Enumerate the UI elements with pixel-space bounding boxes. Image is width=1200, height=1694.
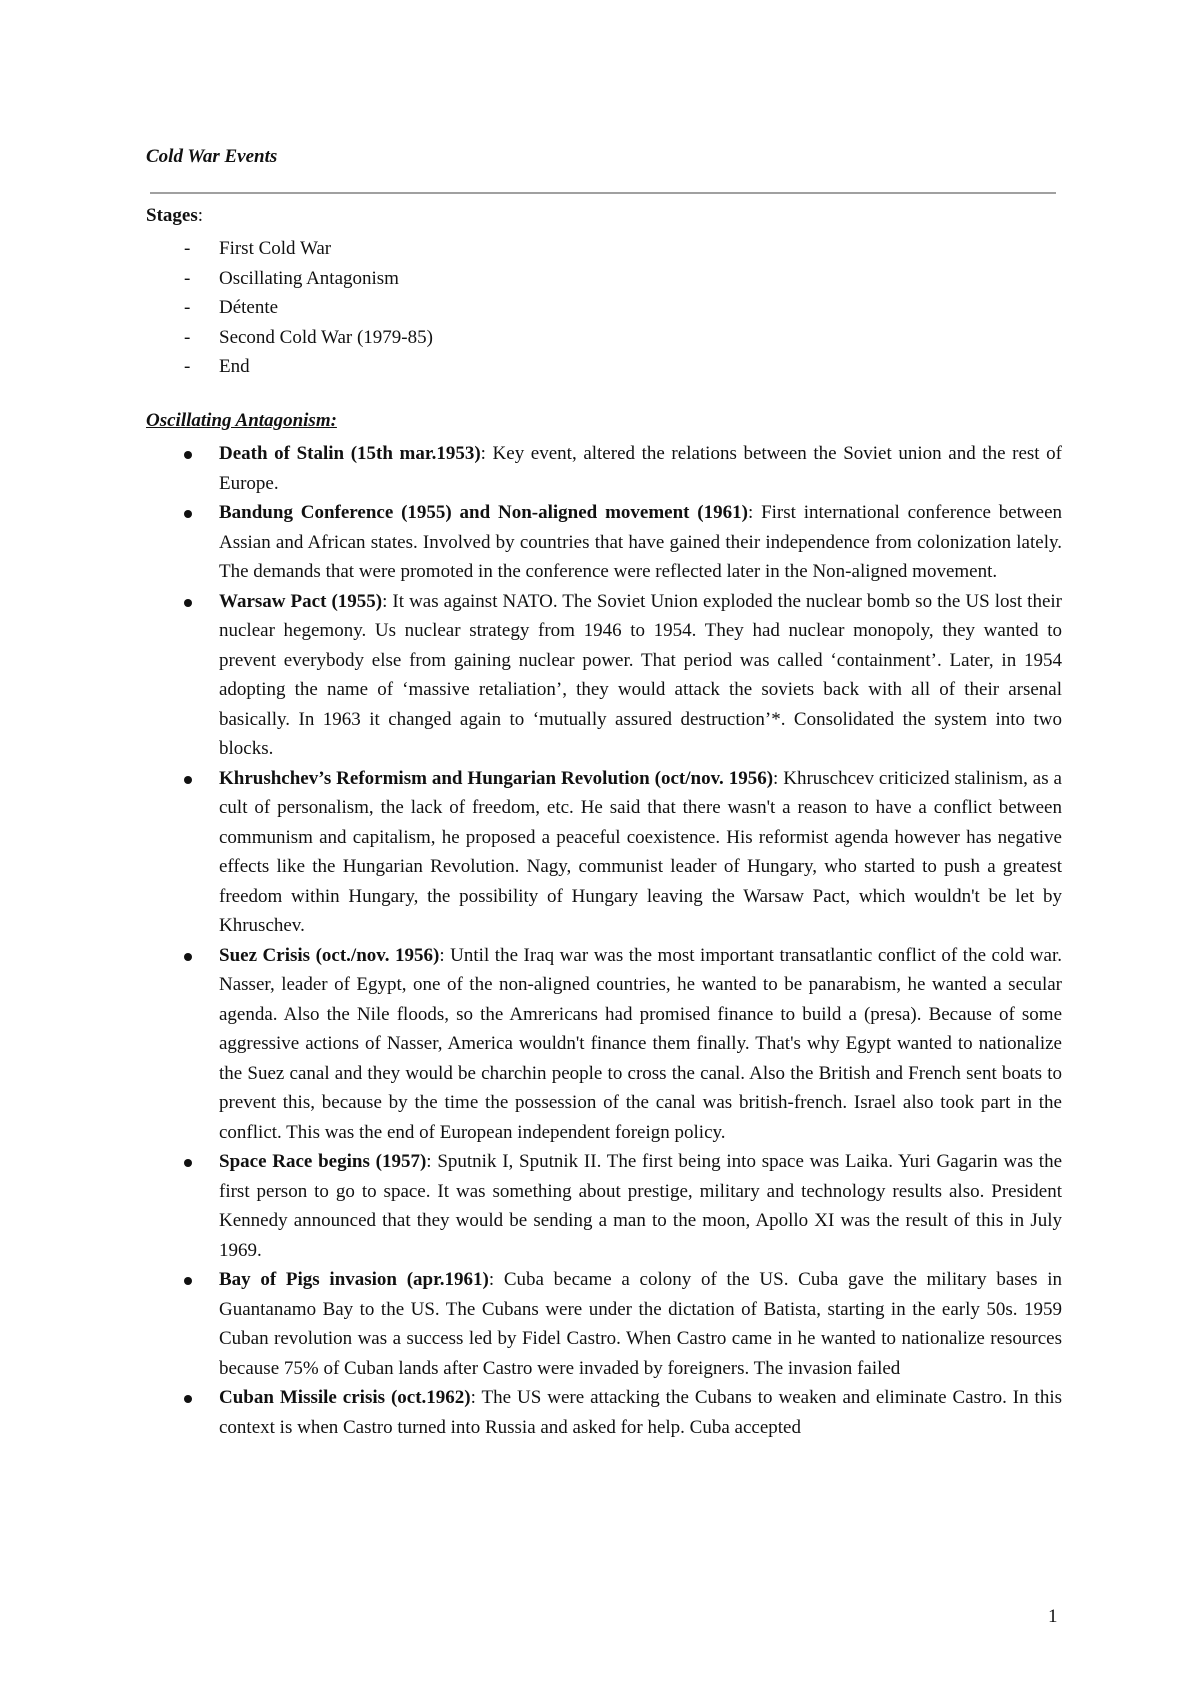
event-text: : Until the Iraq war was the most important transatlantic conflict of the cold war. Nasser, leader of Egypt, one of the non-aligned countries, he wanted to be panarabism, he wanted a secular agenda. Also the Nile floods, so the Amrericans had promised finance to build a (presa). Because of some aggressive actions of Nasser, America wouldn't finance them finally. That's why Egypt wanted to nationalize the Suez canal and they would be charchin people to cross the canal. Also the British and French sent boats to prevent this, because by the time the possession of the canal was british-french. Israel also took part in the conflict. This was the end of European independent foreign policy.: [219, 944, 1062, 1143]
stage-text: First Cold War: [219, 238, 332, 259]
stage-text: Oscillating Antagonism: [219, 267, 399, 289]
dash-marker: -: [184, 267, 191, 289]
bullet-icon: [184, 1159, 192, 1167]
title-divider: [150, 192, 1056, 194]
event-item: [146, 1383, 1062, 1442]
stage-text: Détente: [219, 297, 279, 318]
bullet-icon: [184, 776, 192, 784]
bullet-icon: [184, 1277, 192, 1285]
event-item: [146, 439, 1062, 498]
event-item: [146, 587, 1062, 764]
events-list: [146, 439, 1062, 1442]
section-heading: Oscillating Antagonism:: [146, 410, 337, 431]
bullet-icon: [184, 510, 192, 518]
dash-marker: -: [184, 238, 191, 259]
event-item: [146, 1147, 1062, 1265]
stages-label: Stages:: [146, 205, 204, 226]
dash-marker: -: [184, 326, 191, 348]
event-text: : The US were attacking the Cubans to weaken and eliminate Castro. In this context is when Castro turned into Russia and asked for help. Cuba accepted: [219, 1387, 1062, 1438]
bullet-icon: [184, 953, 192, 961]
event-text: : Key event, altered the relations between the Soviet union and the rest of Europe.: [219, 443, 1062, 494]
stage-item: [146, 293, 433, 323]
bullet-icon: [184, 1395, 192, 1403]
page-number: 1: [1048, 1606, 1058, 1627]
event-title: Bandung Conference (1955) and Non-aligned movement (1961): [219, 502, 748, 523]
event-title: Warsaw Pact (1955): [219, 590, 383, 612]
event-item: [146, 498, 1062, 587]
stage-text: Second Cold War (1979-85): [219, 326, 433, 348]
event-text: : First international conference between Assian and African states. Involved by countries that have gained their independence from colonization lately. The demands that were promoted in the conference were reflected later in the Non-aligned movement.: [219, 502, 1063, 582]
stage-item: [146, 234, 433, 264]
stages-list: [146, 234, 433, 382]
stage-item: [146, 323, 433, 353]
event-item: [146, 1265, 1062, 1383]
event-text: : Cuba became a colony of the US. Cuba gave the military bases in Guantanamo Bay to the US. The Cubans were under the dictation of Batista, starting in the early 50s. 1959 Cuban revolution was a success led by Fidel Castro. When Castro came in he wanted to nationalize resources because 75% of Cuban lands after Castro were invaded by foreigners. The invasion failed: [219, 1269, 1063, 1379]
event-text: : Sputnik I, Sputnik II. The first being into space was Laika. Yuri Gagarin was the first person to go to space. It was something about prestige, military and technology results also. President Kennedy announced that they would be sending a man to the moon, Apollo XI was the result of this in July 1969.: [219, 1151, 1063, 1261]
stage-text: End: [219, 356, 250, 377]
document-title: Cold War Events: [146, 146, 278, 167]
event-title: Khrushchev’s Reformism and Hungarian Revolution (oct/nov. 1956): [219, 767, 774, 789]
event-text: : Khruschcev criticized stalinism, as a cult of personalism, the lack of freedom, etc. He said that there wasn't a reason to have a conflict between communism and capitalism, he proposed a peaceful coexistence. His reformist agenda however has negative effects like the Hungarian Revolution. Nagy, communist leader of Hungary, who started to push a greatest freedom within Hungary, the possibility of Hungary leaving the Warsaw Pact, which wouldn't be let by Khruschev.: [219, 767, 1062, 936]
event-title: Space Race begins (1957): [219, 1151, 427, 1172]
event-title: Bay of Pigs invasion (apr.1961): [219, 1269, 489, 1290]
bullet-icon: [184, 451, 192, 459]
event-title: Suez Crisis (oct./nov. 1956): [219, 944, 440, 966]
event-title: Death of Stalin (15th mar.1953): [219, 443, 481, 464]
bullet-icon: [184, 599, 192, 607]
event-title: Cuban Missile crisis (oct.1962): [219, 1387, 471, 1408]
stage-item: [146, 264, 433, 294]
event-item: [146, 764, 1062, 941]
stages-label-text: Stages: [146, 205, 198, 226]
event-item: [146, 941, 1062, 1148]
dash-marker: -: [184, 297, 191, 318]
stage-item: [146, 352, 433, 382]
dash-marker: -: [184, 356, 191, 377]
event-text: : It was against NATO. The Soviet Union exploded the nuclear bomb so the US lost their nuclear hegemony. Us nuclear strategy from 1946 to 1954. They had nuclear monopoly, they wanted to prevent everybody else from gaining nuclear power. That period was called ‘containment’. Later, in 1954 adopting the name of ‘massive retaliation’, they would attack the soviets back with all of their arsenal basically. In 1963 it changed again to ‘mutually assured destruction’*. Consolidated the system into two blocks.: [219, 590, 1062, 759]
